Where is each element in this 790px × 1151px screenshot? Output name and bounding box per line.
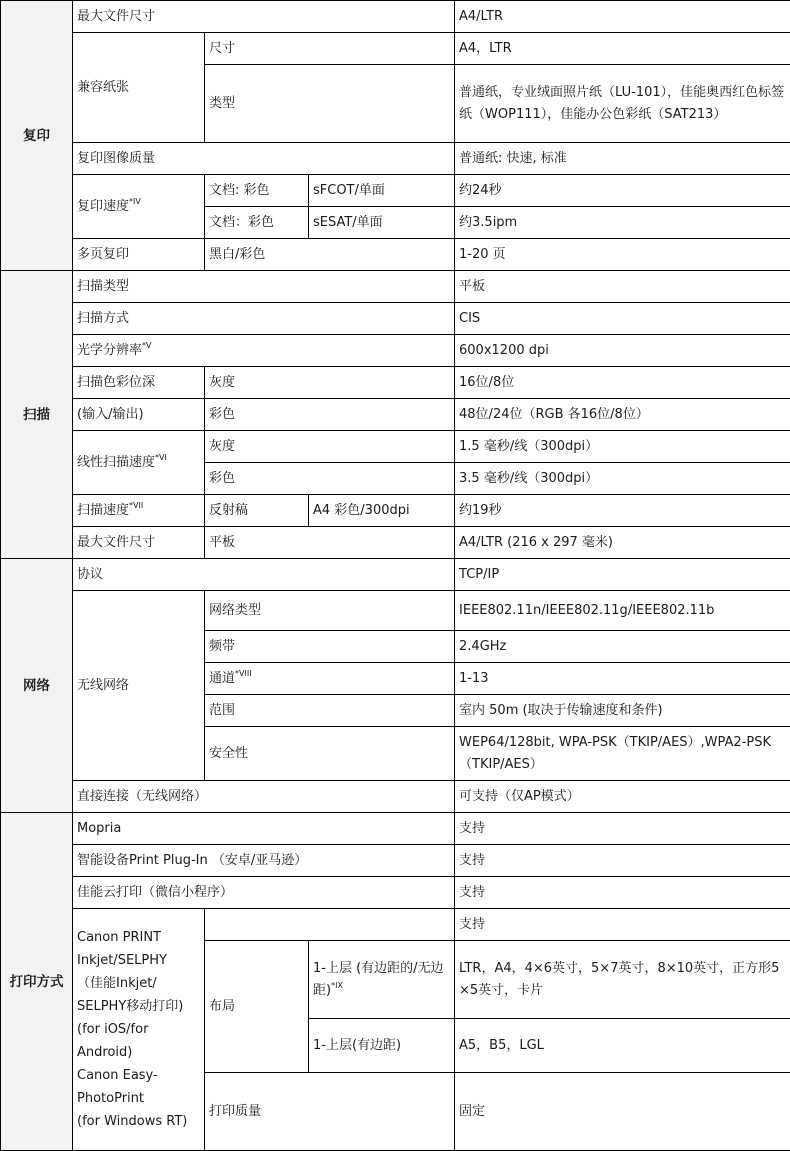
copy-paper-label: 兼容纸张 — [73, 33, 205, 143]
app-line: Inkjet/SELPHY — [77, 949, 200, 972]
scan-max-size-sub: 平板 — [205, 527, 455, 559]
footnote-marker: *VIII — [235, 669, 252, 678]
app-line: （佳能Inkjet/ — [77, 972, 200, 995]
scan-depth-gray-label: 灰度 — [205, 367, 455, 399]
print-layout-label: 布局 — [205, 941, 309, 1073]
copy-speed-label — [73, 175, 205, 239]
scan-speed-label — [73, 495, 205, 527]
print-cloud-label: 佳能云打印（微信小程序） — [73, 877, 455, 909]
table-row — [1, 559, 790, 591]
print-layout2-label: 1-上层(有边距) — [309, 1019, 455, 1073]
footnote-marker: *V — [142, 341, 151, 350]
net-band-label: 频带 — [205, 631, 455, 663]
category-network: 网络 — [1, 559, 73, 813]
print-apps-support-value: 支持 — [455, 909, 790, 941]
app-line: (for iOS/for — [77, 1018, 200, 1041]
category-copy: 复印 — [1, 1, 73, 271]
footnote-marker: *VII — [129, 501, 143, 510]
print-layout2-value: A5，B5，LGL — [455, 1019, 790, 1073]
copy-speed-doc-1: 文档: 彩色 — [205, 175, 309, 207]
copy-speed-value-1: 约24秒 — [455, 175, 790, 207]
print-layout1-label-text: 1-上层 (有边距的/无边距) — [313, 961, 444, 998]
net-channel-value: 1-13 — [455, 663, 790, 695]
copy-paper-type-value: 普通纸，专业绒面照片纸（LU-101），佳能奥西红色标签纸（WOP111），佳能办公色彩纸（SAT213） — [455, 65, 790, 143]
table-row — [1, 877, 790, 909]
net-band-value: 2.4GHz — [455, 631, 790, 663]
net-security-value: WEP64/128bit, WPA-PSK（TKIP/AES）,WPA2-PSK（TKIP/AES） — [455, 727, 790, 781]
net-type-label: 网络类型 — [205, 591, 455, 631]
category-scan: 扫描 — [1, 271, 73, 559]
scan-line-speed-label — [73, 431, 205, 495]
app-line: Android) — [77, 1041, 200, 1064]
copy-paper-size-label: 尺寸 — [205, 33, 455, 65]
net-protocol-value: TCP/IP — [455, 559, 790, 591]
scan-resolution-label — [73, 335, 455, 367]
table-row — [1, 845, 790, 877]
scan-line-color-value: 3.5 毫秒/线（300dpi） — [455, 463, 790, 495]
print-mopria-label: Mopria — [73, 813, 455, 845]
print-quality-label: 打印质量 — [205, 1073, 455, 1151]
table-row — [1, 495, 790, 527]
copy-speed-doc-2: 文档：彩色 — [205, 207, 309, 239]
table-row — [1, 909, 790, 941]
net-range-value: 室内 50m (取决于传输速度和条件) — [455, 695, 790, 727]
net-type-value: IEEE802.11n/IEEE802.11g/IEEE802.11b — [455, 591, 790, 631]
print-canon-apps-label — [73, 909, 205, 1151]
scan-line-speed-label-text: 线性扫描速度 — [77, 455, 155, 470]
scan-resolution-label-text: 光学分辨率 — [77, 343, 142, 358]
copy-quality-label: 复印图像质量 — [73, 143, 455, 175]
table-row — [1, 33, 790, 65]
app-line: Canon Easy- — [77, 1064, 200, 1087]
net-channel-label-text: 通道 — [209, 671, 235, 686]
copy-speed-label-text: 复印速度 — [77, 199, 129, 214]
copy-speed-mode-1: sFCOT/单面 — [309, 175, 455, 207]
scan-depth-label-1: 扫描色彩位深 — [73, 367, 205, 399]
print-plugin-label: 智能设备Print Plug-In （安卓/亚马逊） — [73, 845, 455, 877]
print-quality-value: 固定 — [455, 1073, 790, 1151]
net-direct-value: 可支持（仅AP模式） — [455, 781, 790, 813]
scan-method-label: 扫描方式 — [73, 303, 455, 335]
footnote-marker: *IV — [129, 197, 141, 206]
scan-line-color-label: 彩色 — [205, 463, 455, 495]
print-plugin-value: 支持 — [455, 845, 790, 877]
net-range-label: 范围 — [205, 695, 455, 727]
copy-speed-mode-2: sESAT/单面 — [309, 207, 455, 239]
print-mopria-value: 支持 — [455, 813, 790, 845]
net-channel-label — [205, 663, 455, 695]
app-line: PhotoPrint — [77, 1087, 200, 1110]
print-layout1-value: LTR，A4，4×6英寸，5×7英寸，8×10英寸，正方形5×5英寸，卡片 — [455, 941, 790, 1019]
copy-max-size-label: 最大文件尺寸 — [73, 1, 455, 33]
print-layout1-label — [309, 941, 455, 1019]
copy-paper-type-label: 类型 — [205, 65, 455, 143]
net-direct-label: 直接连接（无线网络） — [73, 781, 455, 813]
table-row — [1, 335, 790, 367]
print-cloud-value: 支持 — [455, 877, 790, 909]
copy-speed-value-2: 约3.5ipm — [455, 207, 790, 239]
category-print-methods: 打印方式 — [1, 813, 73, 1151]
print-apps-blank — [205, 909, 455, 941]
footnote-marker: *VI — [155, 453, 167, 462]
scan-speed-sub-1: 反射稿 — [205, 495, 309, 527]
scan-depth-label-2: (输入/输出) — [73, 399, 205, 431]
scan-line-gray-label: 灰度 — [205, 431, 455, 463]
scan-depth-color-label: 彩色 — [205, 399, 455, 431]
scan-type-value: 平板 — [455, 271, 790, 303]
net-security-label: 安全性 — [205, 727, 455, 781]
table-row — [1, 271, 790, 303]
copy-quality-value: 普通纸: 快速, 标准 — [455, 143, 790, 175]
copy-multi-label: 多页复印 — [73, 239, 205, 271]
net-protocol-label: 协议 — [73, 559, 455, 591]
copy-multi-sub: 黑白/彩色 — [205, 239, 455, 271]
scan-method-value: CIS — [455, 303, 790, 335]
footnote-marker: *IX — [331, 981, 343, 990]
table-row — [1, 591, 790, 631]
scan-speed-label-text: 扫描速度 — [77, 503, 129, 518]
copy-multi-value: 1-20 页 — [455, 239, 790, 271]
table-row — [1, 175, 790, 207]
table-row — [1, 303, 790, 335]
copy-max-size-value: A4/LTR — [455, 1, 790, 33]
app-line: SELPHY移动打印) — [77, 995, 200, 1018]
scan-depth-gray-value: 16位/8位 — [455, 367, 790, 399]
scan-depth-color-value: 48位/24位（RGB 各16位/8位） — [455, 399, 790, 431]
copy-paper-size-value: A4，LTR — [455, 33, 790, 65]
net-wireless-label: 无线网络 — [73, 591, 205, 781]
table-row — [1, 399, 790, 431]
scan-line-gray-value: 1.5 毫秒/线（300dpi） — [455, 431, 790, 463]
scan-resolution-value: 600x1200 dpi — [455, 335, 790, 367]
table-row — [1, 143, 790, 175]
table-row — [1, 239, 790, 271]
table-row — [1, 527, 790, 559]
table-row — [1, 367, 790, 399]
table-row — [1, 431, 790, 463]
table-row — [1, 781, 790, 813]
scan-max-size-label: 最大文件尺寸 — [73, 527, 205, 559]
scan-speed-sub-2: A4 彩色/300dpi — [309, 495, 455, 527]
scan-speed-value: 约19秒 — [455, 495, 790, 527]
table-row — [1, 1, 790, 33]
app-line: (for Windows RT) — [77, 1110, 200, 1133]
app-line: Canon PRINT — [77, 926, 200, 949]
scan-max-size-value: A4/LTR (216 x 297 毫米) — [455, 527, 790, 559]
scan-type-label: 扫描类型 — [73, 271, 455, 303]
table-row — [1, 813, 790, 845]
